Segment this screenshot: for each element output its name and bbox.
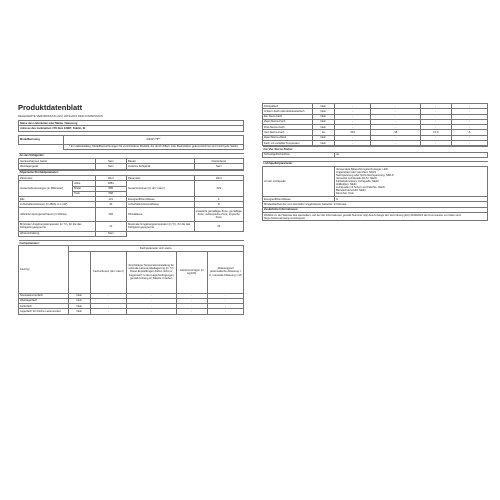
- quick-freeze-label: Schnellgefrierfunktion: [263, 152, 335, 157]
- fach-cell: -: [452, 140, 488, 145]
- fach-cell: -18: [371, 130, 421, 135]
- param-header: Parameter: [19, 175, 96, 180]
- document-title: Produktdatenblatt: [18, 103, 83, 112]
- type-cell: Nein: [95, 159, 127, 164]
- general-cell: 10: [95, 221, 127, 231]
- fach-cell: -: [371, 140, 421, 145]
- fach-cell: Kellerfach: [19, 304, 69, 309]
- fach-cell: -: [91, 309, 127, 314]
- fach-cell: -: [208, 298, 244, 303]
- general-cell: EEI: [19, 197, 96, 202]
- fach-cell: -: [371, 135, 421, 140]
- fach-cell: Nein: [68, 298, 91, 303]
- fach-cell: -: [452, 109, 488, 114]
- fach-cell: Speisekammerfach: [19, 293, 69, 298]
- fach-cell: -: [420, 104, 452, 109]
- fach-cell: -: [127, 293, 177, 298]
- dim-value: 595: [95, 186, 127, 191]
- fach-cell: Drei-Sterne-Fach: [263, 125, 313, 130]
- fach-cell: -: [176, 309, 208, 314]
- energy-class-value: G: [335, 197, 488, 202]
- fach-cell: Ein-Stern-Fach: [263, 114, 313, 119]
- light-source-table: [262, 161, 488, 222]
- fach-cell: Nein: [312, 104, 335, 109]
- general-params-table: [18, 170, 244, 237]
- fach-cell: Nein: [68, 304, 91, 309]
- dim-name: Tiefe: [73, 191, 96, 196]
- fach-cell: -: [176, 298, 208, 303]
- address-label: Adresse des Lieferanten / PO Box 12987, Dublin, IE: [19, 126, 244, 131]
- fach-header: Fachvolumen (dm³ oder l): [91, 251, 127, 293]
- total-volume-value: 323: [194, 181, 244, 197]
- model-value: RZ32*7*5**: [64, 135, 244, 144]
- fach-header: Fachtyp: [19, 246, 69, 293]
- fach-cell: -: [452, 125, 488, 130]
- model-label: Modellkennung: [19, 135, 64, 144]
- param-header: Wert: [194, 175, 244, 180]
- light-section-title: Lichtquellenparameter: [263, 161, 488, 166]
- fach-cell: -: [208, 309, 244, 314]
- light-line: Netzspannung oder Nicht-Netzspannung: NMLS: [336, 173, 394, 177]
- general-cell: Energieeffizienzklasse: [127, 197, 195, 202]
- fach-cell: Vier-Sterne-Fach: [263, 130, 313, 135]
- general-cell: 40: [95, 202, 127, 207]
- type-cell: Bauart: [127, 159, 195, 164]
- light-line: Vernetzte Lichtquelle (CLS): NEIN: [336, 176, 377, 180]
- fach-cell: -: [371, 119, 421, 124]
- fach-cell: -: [335, 109, 371, 114]
- type-cell: Anderes Kühlgerät: [127, 164, 195, 169]
- fach-cell: -: [420, 125, 452, 130]
- fach-cell: -: [335, 104, 371, 109]
- general-cell: Maximale Umgebungstemperatur (in °C), für die das Kühlgerät geeignet ist: [127, 221, 195, 231]
- quick-freeze-value: Ja: [335, 152, 488, 157]
- type-cell: Weinlagergerät: [19, 164, 96, 169]
- general-cell: Klimaklasse: [127, 207, 195, 221]
- dim-name: Höhe: [73, 181, 96, 186]
- weblink-text[interactable]: Weblink zu der Website des Herstellers, auf der die Informationen gemäß Nummer 4(a) des Anhangs der Verordnung (EU) 2019/2015 der Kommission zu finden sind: https://www.samsung.com/support: [263, 212, 488, 220]
- supplier-label: Name des Lieferanten oder Marke / Samsung: [19, 121, 244, 126]
- type-section-title: Art des Kühlgeräts:: [19, 153, 244, 158]
- fach-cell: -: [371, 125, 421, 130]
- datasheet-page-left: [18, 103, 244, 397]
- star4-table: [262, 146, 488, 158]
- fach-cell: -: [335, 114, 371, 119]
- fach-cell: Nein: [68, 293, 91, 298]
- fach-cell: -: [335, 140, 371, 145]
- fach-cell: -: [420, 119, 452, 124]
- fach-cell: -: [452, 119, 488, 124]
- fach-header: Abtauungsart (automatische Abtauung = A, manuelle Abtauung = M): [208, 251, 244, 293]
- fach-cell: -: [335, 135, 371, 140]
- light-line: Ungerichtet oder Gerichtet: NDLS: [336, 170, 377, 174]
- fach-cell: -: [452, 135, 488, 140]
- light-line: Lichtquelle mit hoher Leuchtdichte: NEIN: [336, 186, 385, 190]
- fach-cell: -: [176, 304, 208, 309]
- fach-cell: Zwei-Sterne-Fach: [263, 119, 313, 124]
- fach-cell: Nein: [312, 125, 335, 130]
- supplier-table: [18, 120, 244, 132]
- fach-cell: Lagerfach für frische Lebensmittel: [19, 309, 69, 314]
- fach-cell: Kühlgutfach: [263, 104, 313, 109]
- light-line: Verwendete Beleuchtungstechnologie: LED: [336, 167, 388, 171]
- fach-cell: Nein: [312, 140, 335, 145]
- fach-cell: -: [176, 293, 208, 298]
- general-cell: Winterschaltung: [19, 231, 96, 236]
- dim-value: 668: [95, 191, 127, 196]
- fach-header: Empfohlene Temperatureinstellung für optimale Lebensmittellagerung (in °C). Diese Einstellungen dürfen nicht im Gegensatz zu den Lagerbedingungen gemäß Anhang IV, Tabelle 3 stehen: [127, 251, 177, 293]
- fach-cell: -: [420, 114, 452, 119]
- datasheet-page-right: [262, 103, 488, 321]
- fach-cell: -: [127, 298, 177, 303]
- star4-section-title: Für Vier-Sterne-Fächer: [263, 147, 488, 152]
- general-cell: D: [194, 202, 244, 207]
- appliance-type-table: [18, 153, 244, 170]
- dims-label: Gesamtabmessungen (in Millimeter): [19, 181, 73, 197]
- type-cell: Geräuscharmes Gerät: [19, 159, 96, 164]
- light-type-label: Art der Lichtquelle: [263, 167, 335, 197]
- fach-cell: -: [420, 140, 452, 145]
- fach-cell: -: [208, 304, 244, 309]
- fach-cell: A: [452, 130, 488, 135]
- fach-cell: -: [371, 109, 421, 114]
- fach-cell: Nein: [312, 109, 335, 114]
- fach-cell: -: [371, 114, 421, 119]
- general-cell: F: [194, 197, 244, 202]
- fach-cell: Weinlagerfach: [19, 298, 69, 303]
- fach-cell: -: [91, 304, 127, 309]
- fach-cell: Ja: [312, 130, 335, 135]
- fach-cell: Nein: [312, 135, 335, 140]
- warranty-text: Mindestlaufzeit der vom Hersteller angebotenen Garantie: 24 Monate: [263, 202, 488, 207]
- light-line: Blendschutzschild: NEIN: [336, 189, 366, 193]
- fach-cell: -: [420, 135, 452, 140]
- fach-cell: -: [127, 304, 177, 309]
- general-cell: Minimale Umgebungstemperatur (in °C), für die das Kühlgerät geeignet ist: [19, 221, 96, 231]
- light-type-details: [335, 167, 488, 197]
- general-cell: Luftschallemissionen (in dB(A) re 1 pW): [19, 202, 96, 207]
- fach-cell: 0-Stern-Fach oder Eisbereiterfach: [263, 109, 313, 114]
- dim-name: Breite: [73, 186, 96, 191]
- fach-cell: Nein: [68, 309, 91, 314]
- general-cell: Luftschallemissionsklasse: [127, 202, 195, 207]
- light-line: Dimmbar: Nein: [336, 192, 354, 196]
- compartment-table-left: [18, 240, 244, 315]
- compartment-table-right: [262, 103, 488, 146]
- model-table: [18, 135, 244, 150]
- fach-cell: 14,0: [420, 130, 452, 135]
- fach-cell: Zwei-Sterne-Abteil: [263, 135, 313, 140]
- general-cell: 328: [95, 207, 127, 221]
- fach-cell: -: [420, 109, 452, 114]
- model-note: * Im Ladenkatalog, Modellbezeichnungen für verschiedene Modelle, die durch Ziffern oder Buchstaben gekennzeichnet sind (nicht jede Stelle): [64, 144, 244, 149]
- fach-header: Gefriervermögen (in kg/24h): [176, 251, 208, 293]
- fach-cell: -: [452, 104, 488, 109]
- document-subtitle: DELEGIERTE VERORDNUNG (EU) 2019/2016 DER KOMMISSION: [18, 114, 103, 118]
- general-cell: erweiterte gemäßigte Zone, gemäßigte Zone, subtropische Zone, tropische Zone: [194, 207, 244, 221]
- fach-cell: -: [371, 104, 421, 109]
- fach-cell: -: [452, 114, 488, 119]
- param-header: Parameter: [127, 175, 195, 180]
- energy-class-label: Energieeffizienzklasse: [263, 197, 335, 202]
- param-header: Wert: [95, 175, 127, 180]
- fach-cell: -: [91, 293, 127, 298]
- fach-cell: -: [335, 125, 371, 130]
- general-cell: 121: [95, 197, 127, 202]
- general-cell: 43: [194, 221, 244, 231]
- fach-cell: -: [127, 309, 177, 314]
- general-cell: Jährlicher Energieverbrauch (in kWh/a): [19, 207, 96, 221]
- type-cell: Nein: [95, 164, 127, 169]
- fach-cell: 323: [335, 130, 371, 135]
- general-cell: Nein: [95, 231, 127, 236]
- fach-cell: Fach mit variabler Temperatur: [263, 140, 313, 145]
- fach-cell: -: [335, 119, 371, 124]
- general-section-title: Allgemeine Produktparameter:: [19, 170, 244, 175]
- fach-cell: Nein: [312, 114, 335, 119]
- fach-section-title: Fachparameter:: [19, 240, 244, 245]
- extra-info-title: Zusätzliche Informationen:: [263, 207, 488, 212]
- fach-cell: -: [208, 293, 244, 298]
- light-line: Hüllkolben: NEIN: [336, 183, 357, 187]
- fach-cell: Nein: [312, 119, 335, 124]
- type-cell: Nein: [194, 164, 244, 169]
- fach-cell: -: [91, 298, 127, 303]
- fach-header: [68, 251, 91, 293]
- total-volume-label: Gesamtvolumen (in dm³ oder l): [127, 181, 195, 197]
- dim-value: 1853: [95, 181, 127, 186]
- light-line: Farbabstimmbare Lichtquelle: NEIN: [336, 180, 379, 184]
- fach-header-group: Fachparameter und -werte: [68, 246, 244, 251]
- type-cell: Freistehend: [194, 159, 244, 164]
